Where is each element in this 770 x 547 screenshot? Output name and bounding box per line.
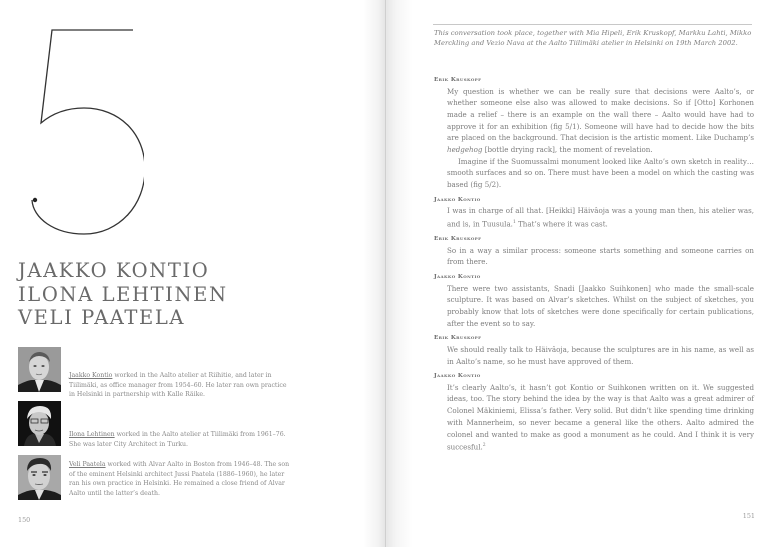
text-run: [bottle drying rack], the moment of revelation. xyxy=(482,145,653,155)
portrait-ilona-lehtinen xyxy=(18,401,61,446)
speaker-name: Erik Kruskopf xyxy=(434,77,482,83)
speaker-name: Erik Kruskopf xyxy=(434,335,482,342)
speech-paragraph xyxy=(447,205,754,230)
bio-text xyxy=(69,460,294,498)
text-run: That’s where it was cast. xyxy=(515,219,608,229)
italic-text: hedgehog xyxy=(447,145,483,155)
dialogue-block xyxy=(434,197,754,230)
speech-paragraph xyxy=(447,344,754,367)
dialogue-block xyxy=(434,77,754,191)
speech-paragraph xyxy=(447,86,754,156)
bio-text xyxy=(69,371,294,400)
text-run: We should really talk to Häivâoja, because the sculptures are in his name, as well as in Aalto’s name, so he must have approved of them. xyxy=(447,344,754,366)
bio-text xyxy=(69,430,294,449)
speaker-name: Jaakko Kontio xyxy=(434,373,481,380)
intro-rule xyxy=(433,24,752,25)
speech-paragraph xyxy=(447,283,754,330)
page-number-right: 151 xyxy=(742,512,755,520)
text-run: It’s clearly Aalto’s, it hasn’t got Kontio or Suihkonen written on it. We suggested ideas, too. The story behind the idea by the way is that Aalto was a great admirer of Colonel Mäkiniemi, Elissa’s father. Very solid. But didn’t like spending time drinking with Mannerheim, so never became a general like the others. Aalto admired the colonel and wanted to make as good a monument as he could. And I think it is very succesful. xyxy=(447,382,754,452)
bio-name: Ilona Lehtinen xyxy=(69,431,115,438)
speech-paragraph xyxy=(447,245,754,268)
portrait-jaakko-kontio xyxy=(18,347,61,392)
bio-name: Veli Paatela xyxy=(69,461,106,468)
footnote-marker: 2 xyxy=(482,443,486,449)
book-spine xyxy=(385,0,386,547)
chapter-title xyxy=(18,259,228,330)
speech-text xyxy=(447,344,754,367)
right-page xyxy=(385,0,770,547)
text-run: So in a way a similar process: someone starts something and someone carries on from there. xyxy=(447,245,754,267)
text-run: My question is whether we can be really sure that decisions were Aalto’s, or whether someone else also was allowed to make decisions. So if [Otto] Korhonen made a relief – there is an example on the wall there – Aalto would have had to approve it for an exhibition (fig 5/1). Someone will have had to decide how the bits are placed on the background. That decision is the artistic moment. Like Duchamp’s xyxy=(447,86,754,143)
bio-name: Jaakko Kontio xyxy=(69,372,113,379)
dialogue xyxy=(434,77,754,459)
dialogue-block xyxy=(434,274,754,329)
page-number-left: 150 xyxy=(18,516,31,524)
portrait-veli-paatela xyxy=(18,455,61,500)
text-run: I was in charge of all that. [Heikki] Häivâoja was a young man then, his atelier was, and is, in Tuusula. xyxy=(447,206,754,229)
chapter-number-5 xyxy=(14,22,144,242)
speaker-name: Erik Kruskopf xyxy=(434,236,482,243)
title-name-3: VELI PAATELA xyxy=(18,306,186,329)
text-run: Imagine if the Suomussalmi monument looked like Aalto’s own sketch in reality… smooth surfaces and so on. There must have been a model on which the casting was based (fig 5/2). xyxy=(447,156,754,190)
speech-text xyxy=(447,283,754,330)
bio-description: worked in the Aalto atelier at Tiilimäki from 1961–76. She was later City Architect in Turku. xyxy=(69,431,286,448)
bio-description: worked in the Aalto atelier at Riihitie, and later in Tiilimäki, as office manager from 1954–60. He later ran own practice in Helsinki in partnership with Kalle Räike. xyxy=(69,372,287,399)
speaker-name: Jaakko Kontio xyxy=(434,274,481,280)
text-run: There were two assistants, Snadi [Jaakko Suihkonen] who made the small-scale sculpture. It was based on Alvar’s sketches. Whilst on the subject of sketches, you probably know that lots of sketches were done specifically for certain publications, after the event so to say. xyxy=(447,283,754,328)
speech-text xyxy=(447,382,754,454)
speech-text xyxy=(447,245,754,268)
dialogue-block xyxy=(434,335,754,367)
spine-shadow-right xyxy=(385,0,413,547)
spine-shadow-left xyxy=(363,0,385,547)
footnote-marker: 1 xyxy=(512,220,516,226)
dialogue-block xyxy=(434,373,754,453)
title-name-2: ILONA LEHTINEN xyxy=(18,282,228,306)
intro-note: This conversation took place, together with Mia Hipeli, Erik Kruskopf, Markku Lahti, Mikko Merckling and Vezio Nava at the Aalto Tiilimäki atelier in Helsinki on 19th March 2002. xyxy=(434,29,752,47)
speaker-name: Jaakko Kontio xyxy=(434,196,481,203)
speech-paragraph xyxy=(447,382,754,454)
speech-text xyxy=(447,86,754,191)
speech-text xyxy=(447,205,754,230)
bio-description: worked with Alvar Aalto in Boston from 1946–48. The son of the eminent Helsinki architect Jussi Paatela (1886–1960), he later ran his own practice in Helsinki. He remained a close friend of Alvar Aalto until the latter’s death. xyxy=(69,461,290,497)
speech-paragraph xyxy=(447,156,754,191)
title-name-1: JAAKKO KONTIO xyxy=(18,259,210,282)
dialogue-block xyxy=(434,236,754,268)
